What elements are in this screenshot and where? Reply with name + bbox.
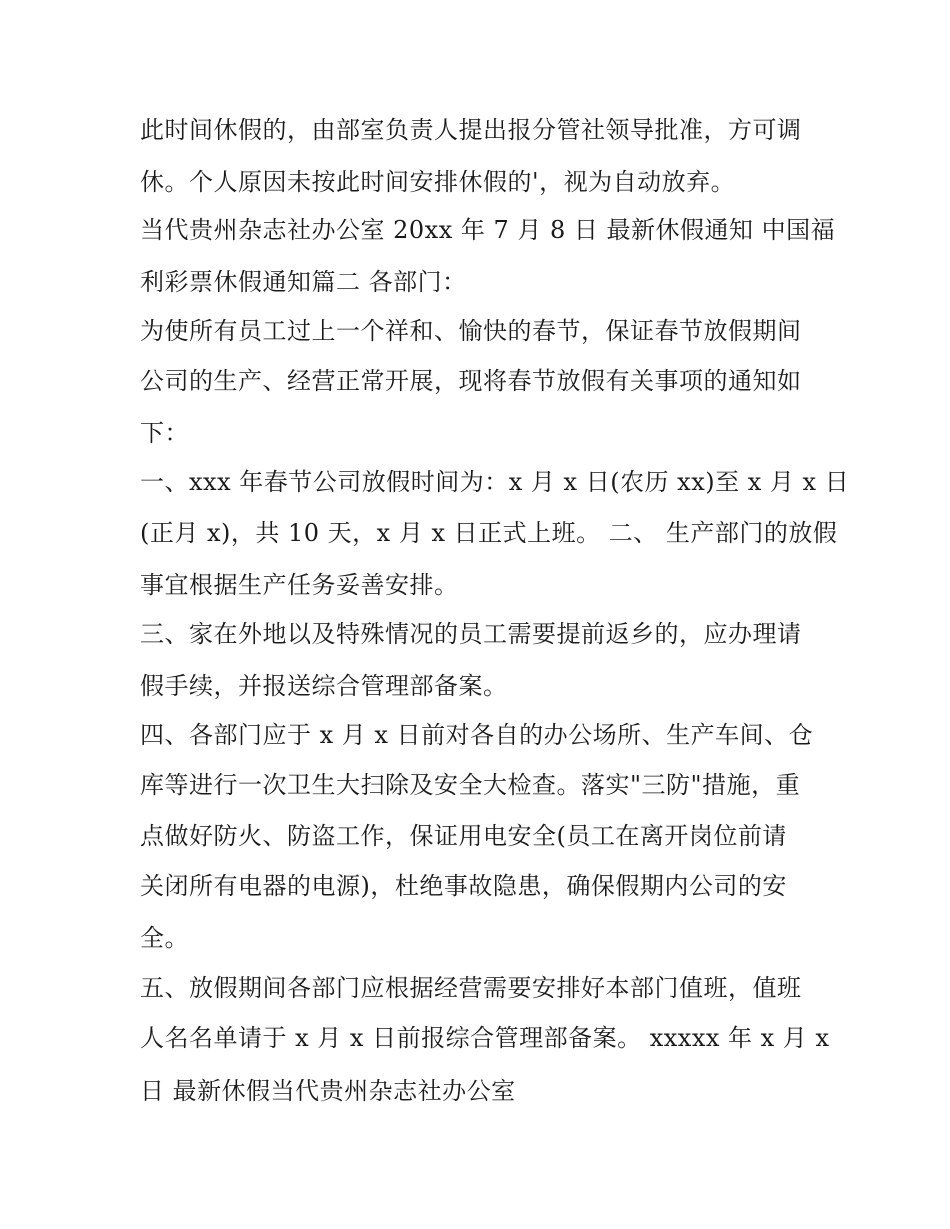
text-line: 为使所有员工过上一个祥和、愉快的春节，保证春节放假期间 bbox=[140, 317, 802, 345]
text-line: 五、放假期间各部门应根据经营需要安排好本部门值班，值班 bbox=[140, 974, 802, 1002]
text-line: 点做好防火、防盗工作，保证用电安全(员工在离开岗位前请 bbox=[140, 822, 787, 850]
text-line: 下： bbox=[140, 419, 189, 447]
text-line: 事宜根据生产任务妥善安排。 bbox=[140, 571, 459, 599]
text-line: 关闭所有电器的电源)，杜绝事故隐患，确保假期内公司的安 bbox=[140, 872, 787, 900]
text-line: (正月 x)，共 10 天，x 月 x 日正式上班。 二、 生产部门的放假 bbox=[140, 519, 838, 547]
text-line: 日 最新休假当代贵州杂志社办公室 bbox=[140, 1077, 516, 1105]
text-line: 三、家在外地以及特殊情况的员工需要提前返乡的，应办理请 bbox=[140, 620, 802, 648]
text-line: 人名名单请于 x 月 x 日前报综合管理部备案。 xxxxx 年 x 月 x bbox=[140, 1024, 830, 1052]
text-line: 全。 bbox=[140, 924, 189, 952]
text-line: 此时间休假的，由部室负责人提出报分管社领导批准，方可调 bbox=[140, 116, 802, 144]
text-line: 四、各部门应于 x 月 x 日前对各自的办公场所、生产车间、仓 bbox=[140, 721, 814, 749]
text-line: 休。个人原因未按此时间安排休假的'，视为自动放弃。 bbox=[140, 168, 736, 196]
text-line: 当代贵州杂志社办公室 20xx 年 7 月 8 日 最新休假通知 中国福 bbox=[140, 216, 836, 244]
text-line: 假手续，并报送综合管理部备案。 bbox=[140, 672, 508, 700]
text-line: 利彩票休假通知篇二 各部门： bbox=[140, 268, 467, 296]
text-line: 一、xxx 年春节公司放假时间为：x 月 x 日(农历 xx)至 x 月 x 日 bbox=[140, 468, 850, 496]
text-line: 公司的生产、经营正常开展，现将春节放假有关事项的通知如 bbox=[140, 367, 802, 395]
text-line: 库等进行一次卫生大扫除及安全大检查。落实"三防"措施，重 bbox=[140, 771, 801, 799]
